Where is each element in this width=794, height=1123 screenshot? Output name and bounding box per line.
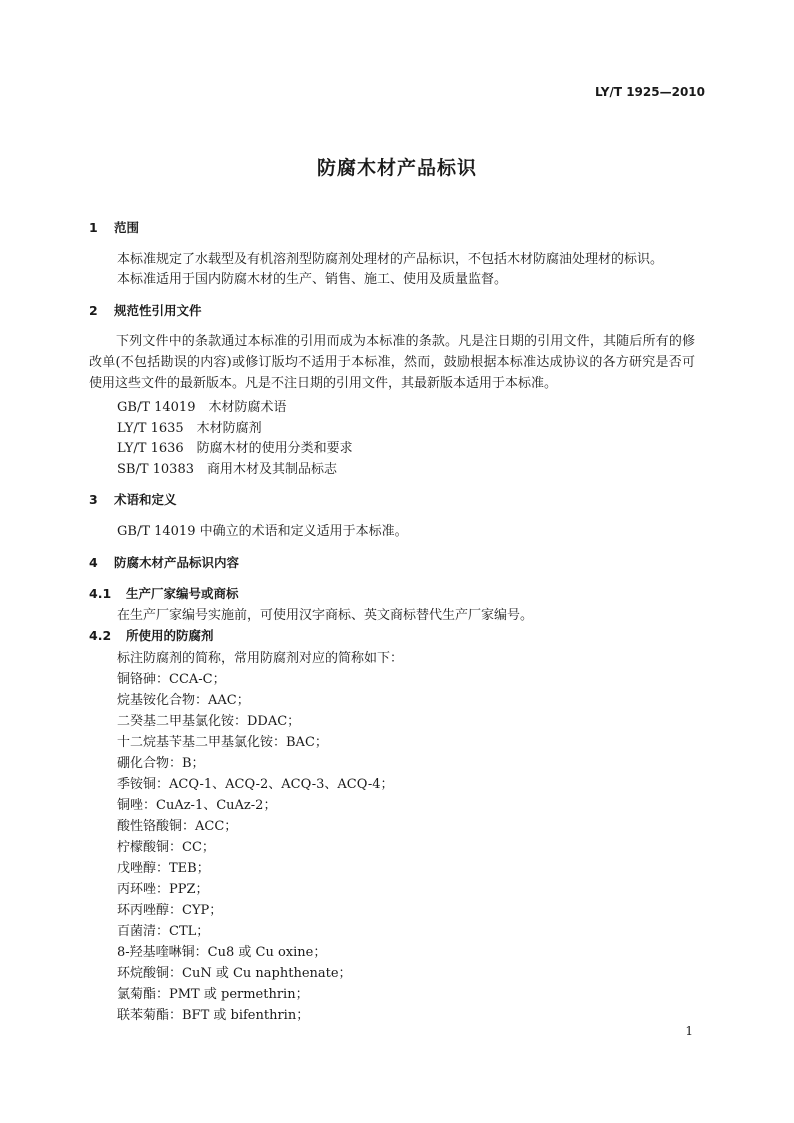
standard-code: LY/T 1925—2010 — [594, 85, 705, 99]
preservative-item: 8-羟基喹啉铜：Cu8 或 Cu oxine； — [117, 945, 327, 960]
reference-item: LY/T 1636 防腐木材的使用分类和要求 — [117, 441, 353, 456]
preservative-item: 联苯菊酯：BFT 或 bifenthrin； — [117, 1008, 310, 1023]
paragraph: 下列文件中的条款通过本标准的引用而成为本标准的条款。凡是注日期的引用文件，其随后所有的修改单(不包括勘误的内容)或修订版均不适用于本标准，然而，鼓励根据本标准达成协议的各方研究是否可使用这些文件的最新版本。凡是不注日期的引用文件，其最新版本适用于本标准。 — [89, 334, 695, 391]
preservative-item: 环丙唑醇：CYP； — [117, 903, 223, 918]
subsection-title: 生产厂家编号或商标 — [126, 586, 239, 601]
page-number: 1 — [685, 1024, 693, 1038]
preservative-item: 铜唑：CuAz-1、CuAz-2； — [117, 798, 277, 813]
preservative-item: 季铵铜：ACQ-1、ACQ-2、ACQ-3、ACQ-4； — [117, 777, 394, 792]
subsection-number: 4.2 — [89, 628, 112, 643]
subsection-title: 所使用的防腐剂 — [126, 628, 214, 643]
preservative-item: 百菌清：CTL； — [117, 924, 210, 939]
section-title: 术语和定义 — [114, 492, 177, 507]
preservative-item: 二癸基二甲基氯化铵：DDAC； — [117, 714, 301, 729]
preservative-item: 酸性铬酸铜：ACC； — [117, 819, 238, 834]
preservative-item: 丙环唑：PPZ； — [117, 882, 209, 897]
section-number: 2 — [89, 303, 98, 318]
paragraph: 在生产厂家编号实施前，可使用汉字商标、英文商标替代生产厂家编号。 — [117, 608, 534, 623]
subsection-number: 4.1 — [89, 586, 112, 601]
section-number: 4 — [89, 555, 98, 570]
reference-item: SB/T 10383 商用木材及其制品标志 — [117, 462, 337, 477]
preservative-item: 铜铬砷：CCA-C； — [117, 672, 226, 687]
paragraph: GB/T 14019 中确立的术语和定义适用于本标准。 — [117, 524, 408, 539]
section-title: 防腐木材产品标识内容 — [114, 555, 240, 570]
preservative-item: 硼化合物：B； — [117, 756, 205, 771]
section-4-heading — [89, 553, 239, 571]
preservative-item: 十二烷基苄基二甲基氯化铵：BAC； — [117, 735, 328, 750]
document-title: 防腐木材产品标识 — [316, 157, 477, 179]
section-2-heading — [89, 301, 202, 319]
preservative-item: 环烷酸铜：CuN 或 Cu naphthenate； — [117, 966, 352, 981]
preservative-item: 柠檬酸铜：CC； — [117, 840, 215, 855]
paragraph: 本标准规定了水载型及有机溶剂型防腐剂处理材的产品标识，不包括木材防腐油处理材的标识。 — [117, 252, 664, 267]
section-number: 3 — [89, 492, 98, 507]
reference-item: GB/T 14019 木材防腐术语 — [117, 400, 287, 415]
subsection-4-1-heading — [89, 584, 239, 602]
section-3-heading — [89, 490, 177, 508]
paragraph: 本标准适用于国内防腐木材的生产、销售、施工、使用及质量监督。 — [117, 272, 508, 287]
paragraph: 标注防腐剂的简称，常用防腐剂对应的简称如下： — [117, 651, 404, 666]
section-1-heading — [89, 218, 139, 236]
preservative-item: 戊唑醇：TEB； — [117, 861, 210, 876]
reference-item: LY/T 1635 木材防腐剂 — [117, 421, 262, 436]
subsection-4-2-heading — [89, 626, 214, 644]
preservative-item: 烷基铵化合物：AAC； — [117, 693, 250, 708]
section-title: 规范性引用文件 — [114, 303, 202, 318]
section-title: 范围 — [114, 220, 140, 235]
section-number: 1 — [89, 220, 98, 235]
preservative-item: 氯菊酯：PMT 或 permethrin； — [117, 987, 309, 1002]
